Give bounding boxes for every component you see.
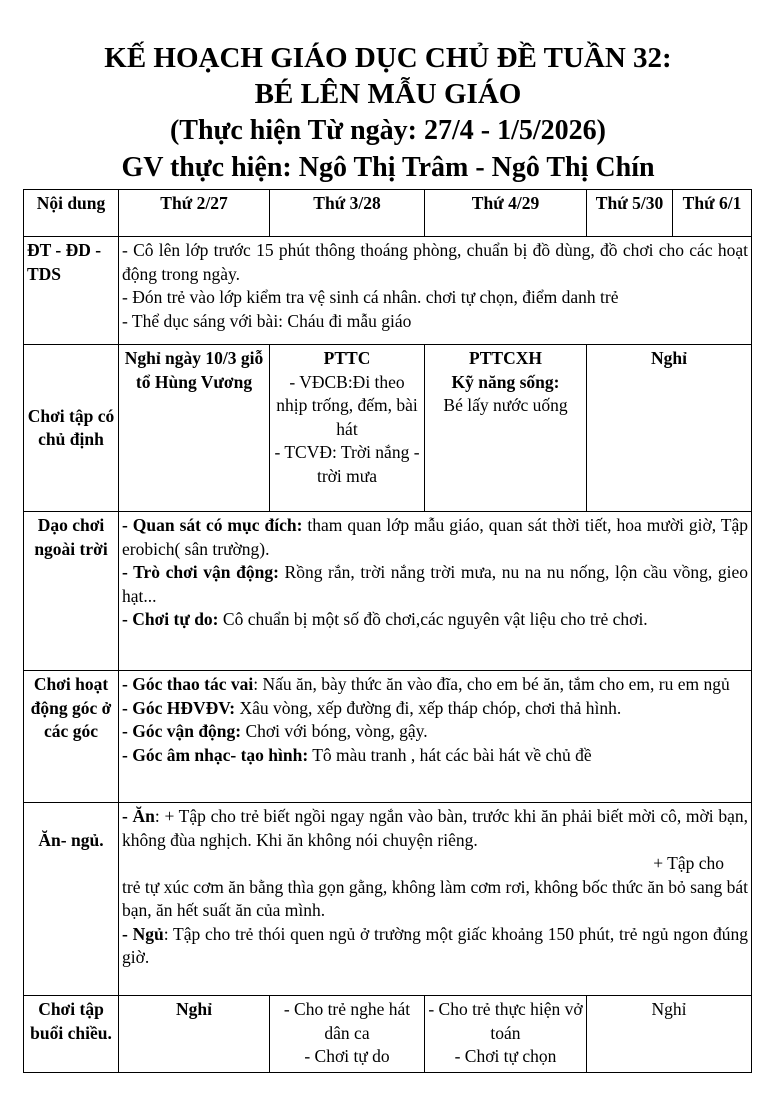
goc-item-3 <box>122 720 748 744</box>
an-content <box>119 803 752 996</box>
dao-content <box>119 512 752 671</box>
chieu-mon: Nghỉ <box>119 996 270 1073</box>
dao-text-1: tham quan lớp mẫu giáo, quan sát thời tiết, hoa mười giờ, Tập erobich( sân trường). <box>122 515 749 559</box>
goc-item-2 <box>122 697 748 721</box>
table-row-choi-tap <box>24 345 752 512</box>
goc-bold-4: - Góc âm nhạc- tạo hình: <box>122 744 309 765</box>
header-thu-4: Thứ 4/29 <box>425 190 587 237</box>
ct-tue-line-2: - TCVĐ: Trời nắng -trời mưa <box>274 442 420 486</box>
weekly-plan-table <box>23 189 752 1073</box>
title-line-1: KẾ HOẠCH GIÁO DỤC CHỦ ĐỀ TUẦN 32: <box>104 42 672 74</box>
dt-line-3: - Thể dục sáng với bài: Cháu đi mẫu giáo <box>122 310 412 331</box>
chieu-wed-line-2: - Chơi tự chọn <box>454 1046 557 1066</box>
dt-line-2: - Đón trẻ vào lớp kiểm tra vệ sinh cá nhân. chơi tự chọn, điểm danh trẻ <box>122 287 619 307</box>
row-label-dt: ĐT - ĐD - TDS <box>24 237 119 345</box>
row-label-dao-choi: Dạo chơi ngoài trời <box>24 512 119 671</box>
an-bold-1: - Ăn <box>122 806 155 826</box>
table-row-don-tre <box>24 237 752 345</box>
goc-bold-3: - Góc vận động: <box>122 721 242 741</box>
dt-line-1: - Cô lên lớp trước 15 phút thông thoáng phòng, chuẩn bị đồ dùng, đồ chơi cho các hoạt động trong ngày. <box>122 240 748 284</box>
dao-bold-3: - Chơi tự do: <box>122 609 219 629</box>
chieu-tue-line-2: - Chơi tự do <box>304 1046 390 1066</box>
header-thu-6: Thứ 6/1 <box>673 190 752 237</box>
goc-bold-2: - Góc HĐVĐV: <box>122 697 236 718</box>
ct-wed-title: PTTCXH <box>469 348 542 368</box>
table-row-an-ngu <box>24 803 752 996</box>
table-header-row <box>24 190 752 237</box>
chieu-tue <box>270 996 425 1073</box>
goc-text-1: : Nấu ăn, bày thức ăn vào đĩa, cho em bé ăn, tắm cho em, ru em ngủ <box>253 674 730 694</box>
chieu-wed <box>425 996 587 1073</box>
ct-wed <box>425 345 587 512</box>
row-label-an-ngu: Ăn- ngủ. <box>24 803 119 996</box>
dao-bold-1: - Quan sát có mục đích: <box>122 515 303 535</box>
an-item-1 <box>122 805 748 852</box>
header-noi-dung: Nội dung <box>24 190 119 237</box>
goc-item-1 <box>122 673 748 697</box>
chieu-tue-line-1: - Cho trẻ nghe hát dân ca <box>283 999 411 1043</box>
ct-wed-sub: Kỹ năng sống: <box>451 371 560 392</box>
dao-bold-2: - Trò chơi vận động: <box>122 562 279 582</box>
chieu-wed-line-1: - Cho trẻ thực hiện vở toán <box>428 999 583 1043</box>
title-line-2: BÉ LÊN MẪU GIÁO <box>254 78 522 110</box>
an-text-2: : Tập cho trẻ thói quen ngủ ở trường một giấc khoảng 150 phút, trẻ ngủ ngon đúng giờ. <box>122 923 748 967</box>
goc-text-4: Tô màu tranh , hát các bài hát về chủ đề <box>308 744 592 765</box>
an-text-1c: trẻ tự xúc cơm ăn bằng thìa gọn gằng, không làm cơm rơi, không bốc thức ăn bỏ sang bát bạn, ăn hết suất ăn của mình. <box>122 876 748 920</box>
goc-item-4 <box>122 744 748 768</box>
dao-item-3 <box>122 608 748 632</box>
an-item-2 <box>122 923 748 970</box>
ct-tue-title: PTTC <box>323 348 371 368</box>
row-label-hoat-dong-goc: Chơi hoạt động góc ở các góc <box>24 671 119 803</box>
goc-bold-1: - Góc thao tác vai <box>122 674 254 694</box>
goc-content <box>119 671 752 803</box>
table-row-buoi-chieu <box>24 996 752 1073</box>
ct-mon: Nghỉ ngày 10/3 giỗ tổ Hùng Vương <box>119 345 270 512</box>
header-thu-2: Thứ 2/27 <box>119 190 270 237</box>
row-label-buoi-chieu: Chơi tập buổi chiều. <box>24 996 119 1073</box>
ct-tue <box>270 345 425 512</box>
ct-tue-line-1: - VĐCB:Đi theo nhịp trống, đếm, bài hát <box>276 371 418 439</box>
goc-text-2: Xâu vòng, xếp đường đi, xếp tháp chóp, chơi thả hình. <box>235 697 622 718</box>
dao-text-2: Rồng rắn, trời nắng trời mưa, nu na nu nống, lộn cầu vồng, gieo hạt... <box>122 562 748 606</box>
table-row-dao-choi <box>24 512 752 671</box>
dao-item-2 <box>122 561 748 608</box>
dao-text-3: Cô chuẩn bị một số đồ chơi,các nguyên vật liệu cho trẻ chơi. <box>218 609 648 629</box>
ct-wed-text: Bé lấy nước uống <box>443 395 568 415</box>
ct-thu-fri: Nghỉ <box>587 345 752 512</box>
an-text-1b: + Tập cho <box>653 853 724 873</box>
an-bold-2: - Ngủ <box>122 923 164 944</box>
dao-item-1 <box>122 514 748 561</box>
header-thu-3: Thứ 3/28 <box>270 190 425 237</box>
header-thu-5: Thứ 5/30 <box>587 190 673 237</box>
document-header <box>0 0 776 186</box>
goc-text-3: Chơi với bóng, vòng, gậy. <box>241 721 428 741</box>
title-teachers: GV thực hiện: Ngô Thị Trâm - Ngô Thị Chín <box>121 152 655 183</box>
an-text-1: : + Tập cho trẻ biết ngồi ngay ngắn vào bàn, trước khi ăn phải biết mời cô, mời bạn, không đùa nghịch. Khi ăn không nói chuyện riêng. <box>122 806 748 850</box>
title-date-range: (Thực hiện Từ ngày: 27/4 - 1/5/2026) <box>169 115 606 146</box>
chieu-thu-fri: Nghỉ <box>587 996 752 1073</box>
row-label-choi-tap: Chơi tập có chủ định <box>24 345 119 512</box>
dt-content <box>119 237 752 345</box>
table-row-hoat-dong-goc <box>24 671 752 803</box>
